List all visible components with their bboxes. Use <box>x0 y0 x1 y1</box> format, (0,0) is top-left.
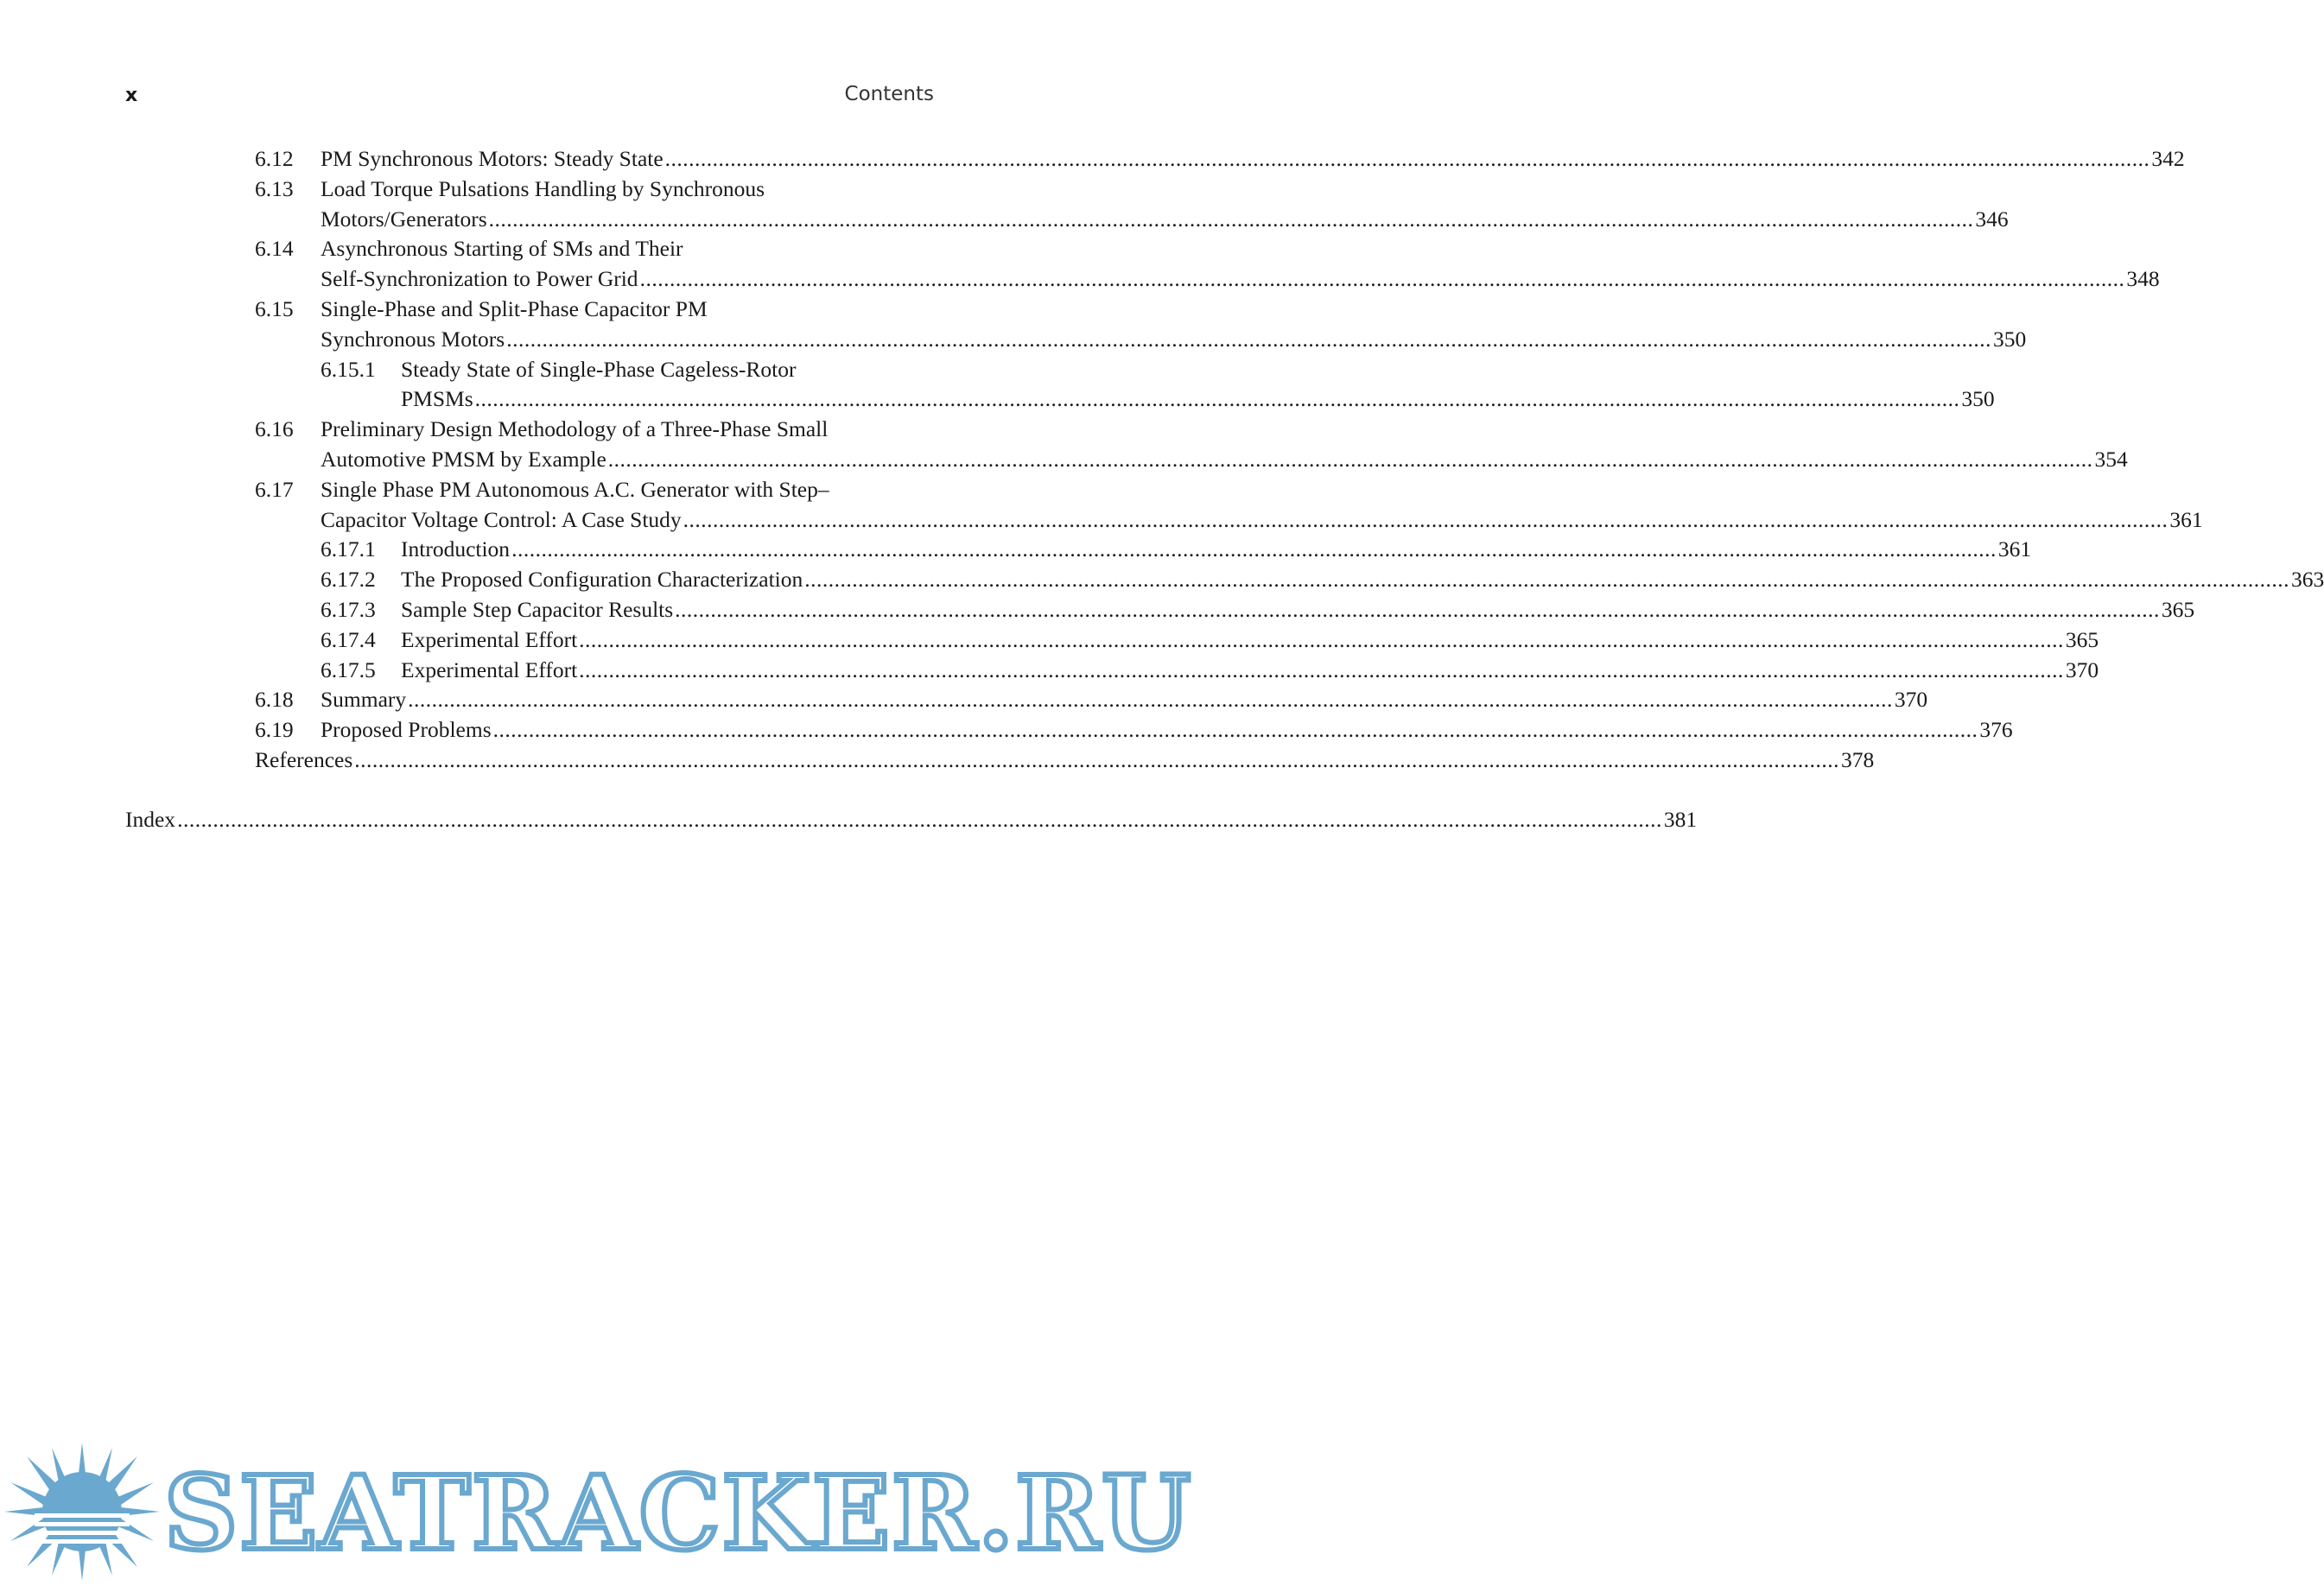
toc-list <box>255 144 2324 776</box>
toc-title: Experimental Effort <box>401 626 578 652</box>
toc-number: 6.16 <box>255 416 294 442</box>
toc-number: 6.15.1 <box>321 356 376 382</box>
toc-entry-6-12[interactable] <box>255 144 2185 174</box>
toc-title: PM Synchronous Motors: Steady State <box>321 146 664 171</box>
toc-title: Motors/Generators <box>321 206 487 232</box>
toc-entry-6-15[interactable] <box>255 295 2027 355</box>
dot-leader <box>473 384 1962 415</box>
toc-title: Experimental Effort <box>401 656 578 682</box>
dot-leader <box>577 625 2066 656</box>
toc-page-number: 361 <box>1997 536 2032 562</box>
toc-page-number: 350 <box>1992 326 2027 352</box>
toc-entry-6-14[interactable] <box>255 234 2160 295</box>
dot-leader <box>487 205 1976 235</box>
toc-number: 6.14 <box>255 236 294 262</box>
toc-number: 6.17.2 <box>321 567 376 593</box>
toc-title: Self-Synchronization to Power Grid <box>321 266 638 292</box>
toc-title: References <box>255 746 353 772</box>
toc-title: Automotive PMSM by Example <box>321 446 606 472</box>
toc-page-number: 361 <box>2169 506 2203 532</box>
toc-title: Introduction <box>401 536 511 562</box>
toc-page-number: 378 <box>1841 746 1875 772</box>
dot-leader <box>352 745 1841 776</box>
toc-title: Synchronous Motors <box>321 326 505 352</box>
toc-entry-6-17-4[interactable] <box>321 625 2099 656</box>
toc-title-line: Load Torque Pulsations Handling by Synchronous <box>321 175 765 201</box>
toc-title-line: Single Phase PM Autonomous A.C. Generator with Step– <box>321 476 829 502</box>
watermark <box>0 1434 1193 1589</box>
toc-entry-6-17-1[interactable] <box>321 535 2032 565</box>
toc-entry-6-13[interactable] <box>255 174 2009 235</box>
toc-title: PMSMs <box>401 386 473 412</box>
dot-leader <box>638 264 2127 295</box>
dot-leader <box>664 144 2152 174</box>
toc-entry-6-17-2[interactable] <box>321 565 2324 595</box>
toc-entry-6-19[interactable] <box>255 715 2013 745</box>
running-head: Contents <box>844 83 934 105</box>
toc-page-number: 342 <box>2151 146 2185 171</box>
toc-entry-index[interactable] <box>125 805 1698 835</box>
dot-leader <box>406 685 1895 715</box>
toc-page-number: 354 <box>2094 446 2128 472</box>
toc-entry-6-18[interactable] <box>255 685 1928 715</box>
toc-number: 6.13 <box>255 175 294 201</box>
toc-title: Proposed Problems <box>321 717 492 743</box>
toc-page-number: 363 <box>2291 567 2324 593</box>
toc-entry-6-16[interactable] <box>255 415 2128 475</box>
toc-page-number: 365 <box>2065 626 2099 652</box>
dot-leader <box>682 505 2170 536</box>
toc-number: 6.17.3 <box>321 596 376 622</box>
toc-title: Summary <box>321 687 407 713</box>
dot-leader <box>803 565 2291 595</box>
toc-entry-6-15-1[interactable] <box>321 355 1995 415</box>
dot-leader <box>577 656 2066 686</box>
toc-title: Sample Step Capacitor Results <box>401 596 674 622</box>
dot-leader <box>606 445 2095 475</box>
toc-number: 6.18 <box>255 687 294 713</box>
toc-title: Index <box>125 807 176 832</box>
toc-entry-6-17-3[interactable] <box>321 595 2195 625</box>
toc-page-number: 348 <box>2126 266 2160 292</box>
dot-leader <box>673 595 2162 625</box>
dot-leader <box>510 535 1998 565</box>
watermark-text: SEATRACKER.RU <box>164 1453 1193 1573</box>
toc-title-line: Preliminary Design Methodology of a Three-Phase Small <box>321 416 829 442</box>
dot-leader <box>175 805 1664 835</box>
toc-page-number: 370 <box>1894 687 1928 713</box>
toc-number: 6.19 <box>255 717 294 743</box>
toc-number: 6.12 <box>255 146 294 171</box>
toc-title-line: Asynchronous Starting of SMs and Their <box>321 236 683 262</box>
toc-page-number: 346 <box>1975 206 2009 232</box>
toc-title-line: Single-Phase and Split-Phase Capacitor PM <box>321 295 708 321</box>
toc-page-number: 370 <box>2065 656 2099 682</box>
toc-page-number: 350 <box>1961 386 1995 412</box>
toc-entry-6-17[interactable] <box>255 475 2203 536</box>
page-folio: x <box>125 85 138 106</box>
sun-logo-icon <box>0 1434 164 1589</box>
toc-number: 6.17 <box>255 476 294 502</box>
toc-title: Capacitor Voltage Control: A Case Study <box>321 506 682 532</box>
dot-leader <box>505 325 1993 355</box>
toc-number: 6.15 <box>255 295 294 321</box>
toc-number: 6.17.5 <box>321 656 376 682</box>
toc-number: 6.17.1 <box>321 536 376 562</box>
dot-leader <box>492 715 1980 745</box>
toc-title-line: Steady State of Single-Phase Cageless-Rotor <box>401 356 797 382</box>
toc-entry-6-17-5[interactable] <box>321 656 2099 686</box>
toc-number: 6.17.4 <box>321 626 376 652</box>
page-header <box>125 79 934 114</box>
toc-page-number: 381 <box>1663 807 1698 832</box>
toc-page-number: 365 <box>2161 596 2195 622</box>
toc-title: The Proposed Configuration Characterization <box>401 567 803 593</box>
toc-entry-references[interactable] <box>255 745 1875 776</box>
toc-page-number: 376 <box>1979 717 2013 743</box>
